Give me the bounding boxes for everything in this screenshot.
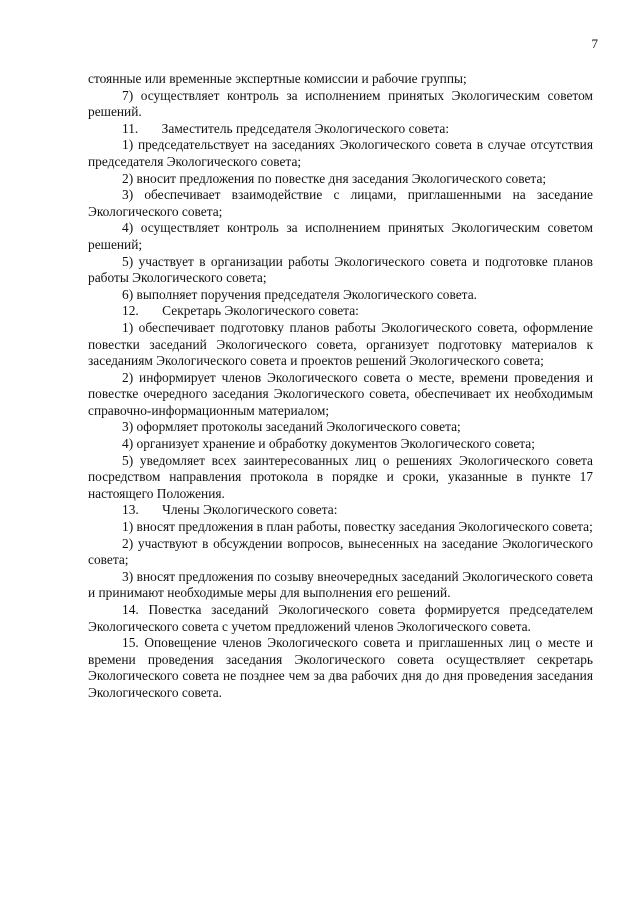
document-body <box>88 71 593 702</box>
paragraph: 3) оформляет протоколы заседаний Экологического совета; <box>122 419 461 435</box>
paragraph: 1) вносят предложения в план работы, повестку заседания Экологического совета; <box>122 519 593 535</box>
paragraph: 2) участвуют в обсуждении вопросов, вынесенных на заседание Экологического совета; <box>88 535 593 568</box>
paragraph: 5) уведомляет всех заинтересованных лиц о решениях Экологического совета посредством направления протокола в порядке и сроки, указанные в пункте 17 настоящего Положения. <box>88 452 593 501</box>
section-heading: 13. Члены Экологического совета: <box>122 502 338 518</box>
paragraph: 4) организует хранение и обработку документов Экологического совета; <box>122 436 535 452</box>
paragraph: 14. Повестка заседаний Экологического совета формируется председателем Экологического совета с учетом предложений членов Экологического совета. <box>88 602 593 634</box>
paragraph: 3) вносят предложения по созыву внеочередных заседаний Экологического совета и принимают необходимые меры для выполнения его решений. <box>88 568 593 601</box>
section-heading: 12. Секретарь Экологического совета: <box>122 303 359 319</box>
paragraph: 6) выполняет поручения председателя Экологического совета. <box>122 286 477 302</box>
paragraph: 2) информирует членов Экологического совета о месте, времени проведения и повестке очередного заседания Экологического совета, обеспечивает их необходимым справочно-информационным материалом; <box>88 369 593 418</box>
section-heading: 11. Заместитель председателя Экологического совета: <box>122 120 450 136</box>
paragraph: 1) обеспечивает подготовку планов работы Экологического совета, оформление повестки заседаний Экологического совета, организует подготовку материалов к заседаниям Экологического совета и проектов решений Экологического совета; <box>88 319 593 369</box>
paragraph: 5) участвует в организации работы Экологического совета и подготовке планов работы Экологического совета; <box>88 253 593 286</box>
paragraph: 1) председательствует на заседаниях Экологического совета в случае отсутствия председателя Экологического совета; <box>88 137 593 169</box>
paragraph: 4) осуществляет контроль за исполнением принятых Экологическим советом решений; <box>88 220 593 252</box>
page-number: 7 <box>591 36 598 51</box>
paragraph: 7) осуществляет контроль за исполнением принятых Экологическим советом решений. <box>88 87 593 120</box>
paragraph: 3) обеспечивает взаимодействие с лицами, приглашенными на заседание Экологического совета; <box>88 187 593 219</box>
paragraph: 15. Оповещение членов Экологического совета и приглашенных лиц о месте и времени проведения заседания Экологического совета осуществляет секретарь Экологического совета не позднее чем за два рабочих дня до дня проведения заседания Экологического совета. <box>88 635 593 700</box>
paragraph: 2) вносит предложения по повестке дня заседания Экологического совета; <box>122 170 547 186</box>
paragraph: стоянные или временные экспертные комиссии и рабочие группы; <box>88 71 467 86</box>
